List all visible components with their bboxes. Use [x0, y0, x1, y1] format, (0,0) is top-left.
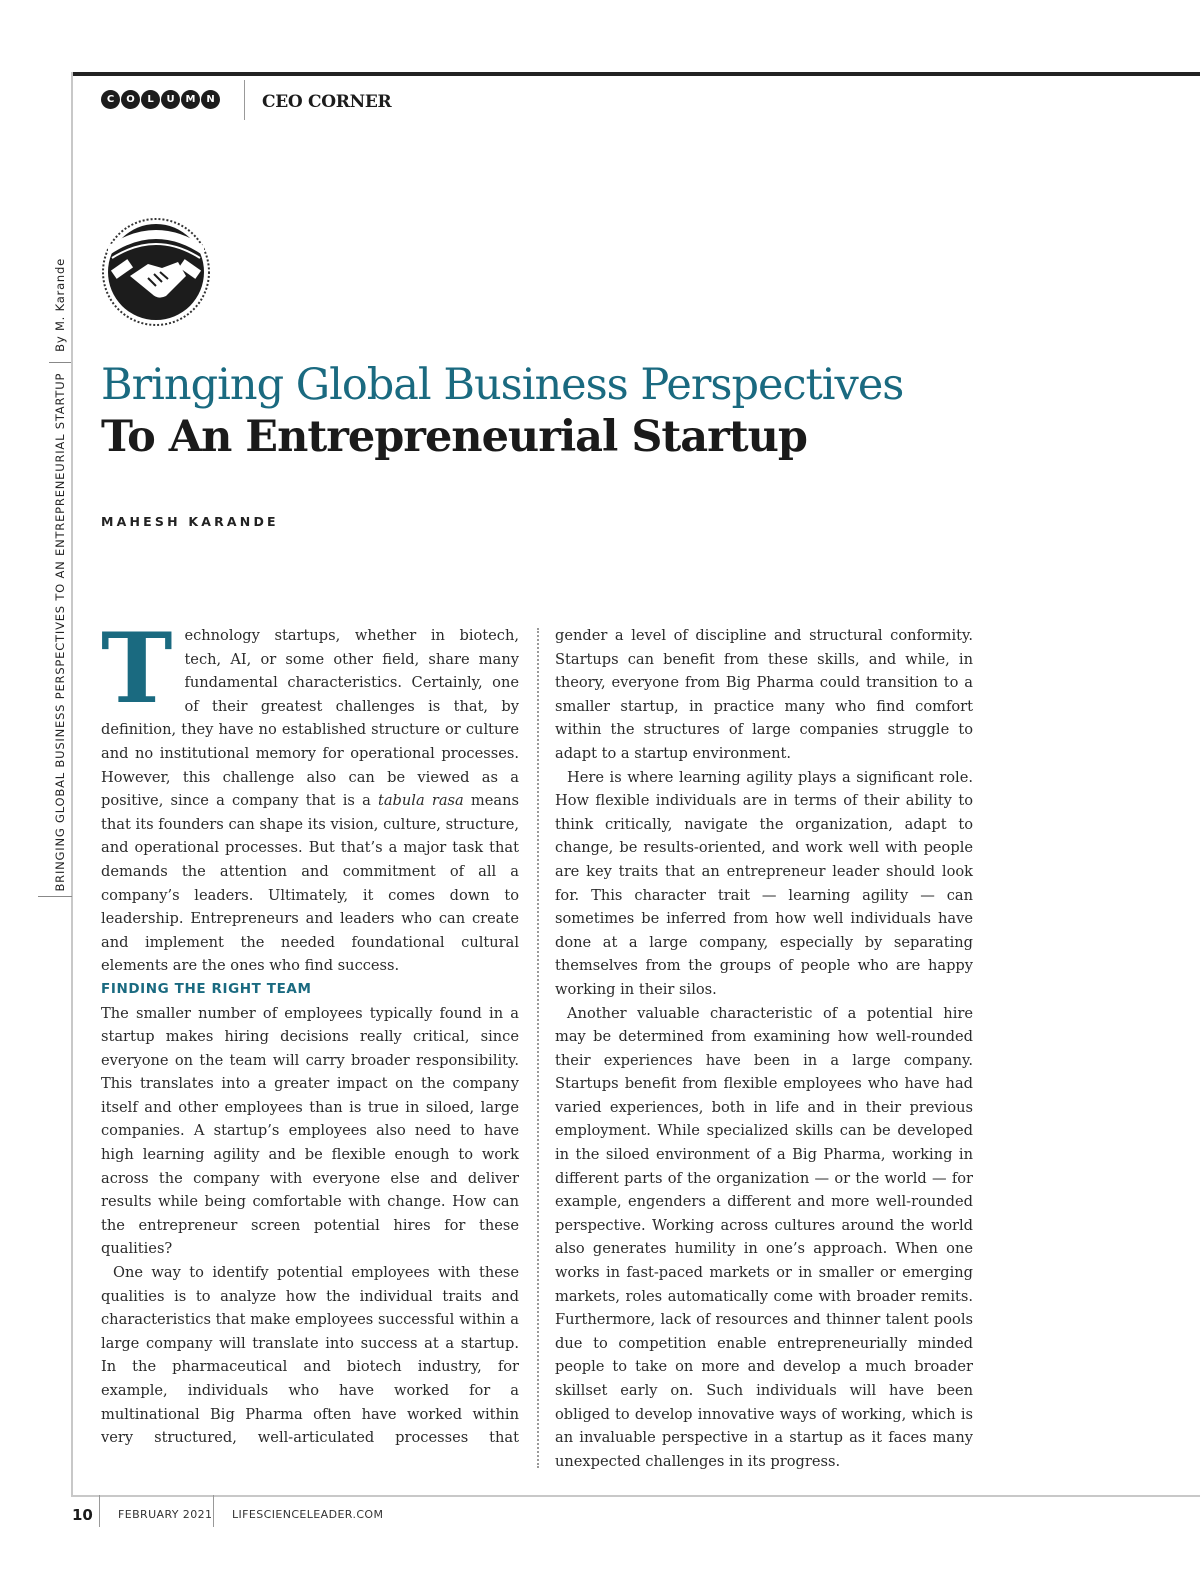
column-divider [537, 628, 539, 1468]
handshake-icon [100, 216, 212, 328]
side-divider [49, 362, 71, 363]
header-divider [244, 80, 245, 120]
column-letter: N [201, 90, 220, 109]
page-footer [0, 1505, 1200, 1529]
website: LIFESCIENCELEADER.COM [232, 1508, 384, 1521]
text-column-left [101, 612, 519, 1450]
italic-term: tabula rasa [377, 792, 464, 810]
paragraph-text: echnology startups, whether in biotech, tech, AI, or some other field, share many fundamental characteristics. Certainly, one of their greatest challenges is that, by definition, they have no established structure or culture and no institutional memory for operational processes. However, this challenge also can be viewed as a positive, since a company that is a [101, 627, 519, 810]
issue-date: FEBRUARY 2021 [118, 1508, 213, 1521]
author-name: MAHESH KARANDE [101, 514, 279, 529]
footer-divider [213, 1495, 214, 1527]
column-letter: M [181, 90, 200, 109]
footer-divider [99, 1495, 100, 1527]
page-number: 10 [72, 1506, 93, 1524]
column-letter: L [141, 90, 160, 109]
paragraph-text: means that its founders can shape its vision, culture, structure, and operational processes. But that’s a major task that demands the attention and commitment of all a company’s leaders. Ultimately, it comes down to leadership. Entrepreneurs and leaders who can create and implement the needed foundational cultural elements are the ones who find success. [101, 792, 519, 975]
column-letter: U [161, 90, 180, 109]
top-rule [72, 72, 1200, 76]
footer-rule [72, 1495, 1200, 1497]
article-title-line-2: To An Entrepreneurial Startup [101, 412, 807, 462]
body-paragraph: The smaller number of employees typically found in a startup makes hiring decisions really critical, since everyone on the team will carry broader responsibility. This translates into a greater impact on the company itself and other employees than is true in siloed, large companies. A startup’s employees also need to have high learning agility and be flexible enough to work across the company with everyone else and deliver results while being comfortable with change. How can the entrepreneur screen potential hires for these qualities? [101, 1004, 519, 1258]
side-running-title [38, 258, 67, 898]
body-paragraph: gender a level of discipline and structural conformity. Startups can benefit from these skills, and while, in theory, everyone from Big Pharma could transition to a smaller startup, in practice many who find comfort within the structures of large companies struggle to adapt to a startup environment. [555, 627, 973, 762]
body-paragraph [101, 612, 519, 978]
column-tag [101, 90, 221, 109]
drop-cap: T [101, 612, 173, 725]
side-byline: By M. Karande [53, 258, 67, 352]
body-paragraph: Another valuable characteristic of a potential hire may be determined from examining how well-rounded their experiences have been in a large company. Startups benefit from flexible employees who have had varied experiences, both in life and in their previous employment. While specialized skills can be developed in the siloed environment of a Big Pharma, working in different parts of the organization — or the world — for example, engenders a different and more well-rounded perspective. Working across cultures around the world also generates humility in one’s approach. When one works in fast-paced markets or in smaller or emerging markets, roles automatically come with broader remits. Furthermore, lack of resources and thinner talent pools due to competition enable entrepreneurially minded people to take on more and develop a much broader skillset early on. Such individuals will have been obliged to develop innovative ways of working, which is an invaluable perspective in a startup as it faces many unexpected challenges in its progress. [555, 1004, 973, 1470]
side-tick-rule [38, 896, 72, 897]
column-letter: O [121, 90, 140, 109]
text-column-right [555, 624, 973, 1473]
body-paragraph: Here is where learning agility plays a significant role. How flexible individuals are in terms of their ability to think critically, navigate the organization, adapt to change, be results-oriented, and work well with people are key traits that an entrepreneur leader should look for. This character trait — learning agility — can sometimes be inferred from how well individuals have done at a large company, especially by separating themselves from the groups of people who are happy working in their silos. [555, 768, 973, 998]
body-paragraph-continued: One way to identify potential employees with these qualities is to analyze how the individual traits and characteristics that make employees successful within a large company will translate into success at a startup. In the pharmaceutical and biotech industry, for example, individuals who have worked for a multinational Big Pharma often have worked within very structured, well-articulated processes that [101, 1264, 519, 1447]
article-title-line-1: Bringing Global Business Perspectives [101, 360, 904, 410]
subheading: FINDING THE RIGHT TEAM [101, 980, 312, 997]
left-margin-rule [71, 72, 73, 1497]
side-article-title: BRINGING GLOBAL BUSINESS PERSPECTIVES TO AN ENTREPRENEURIAL STARTUP [53, 372, 67, 892]
column-letter: C [101, 90, 120, 109]
section-name: CEO CORNER [262, 92, 392, 112]
